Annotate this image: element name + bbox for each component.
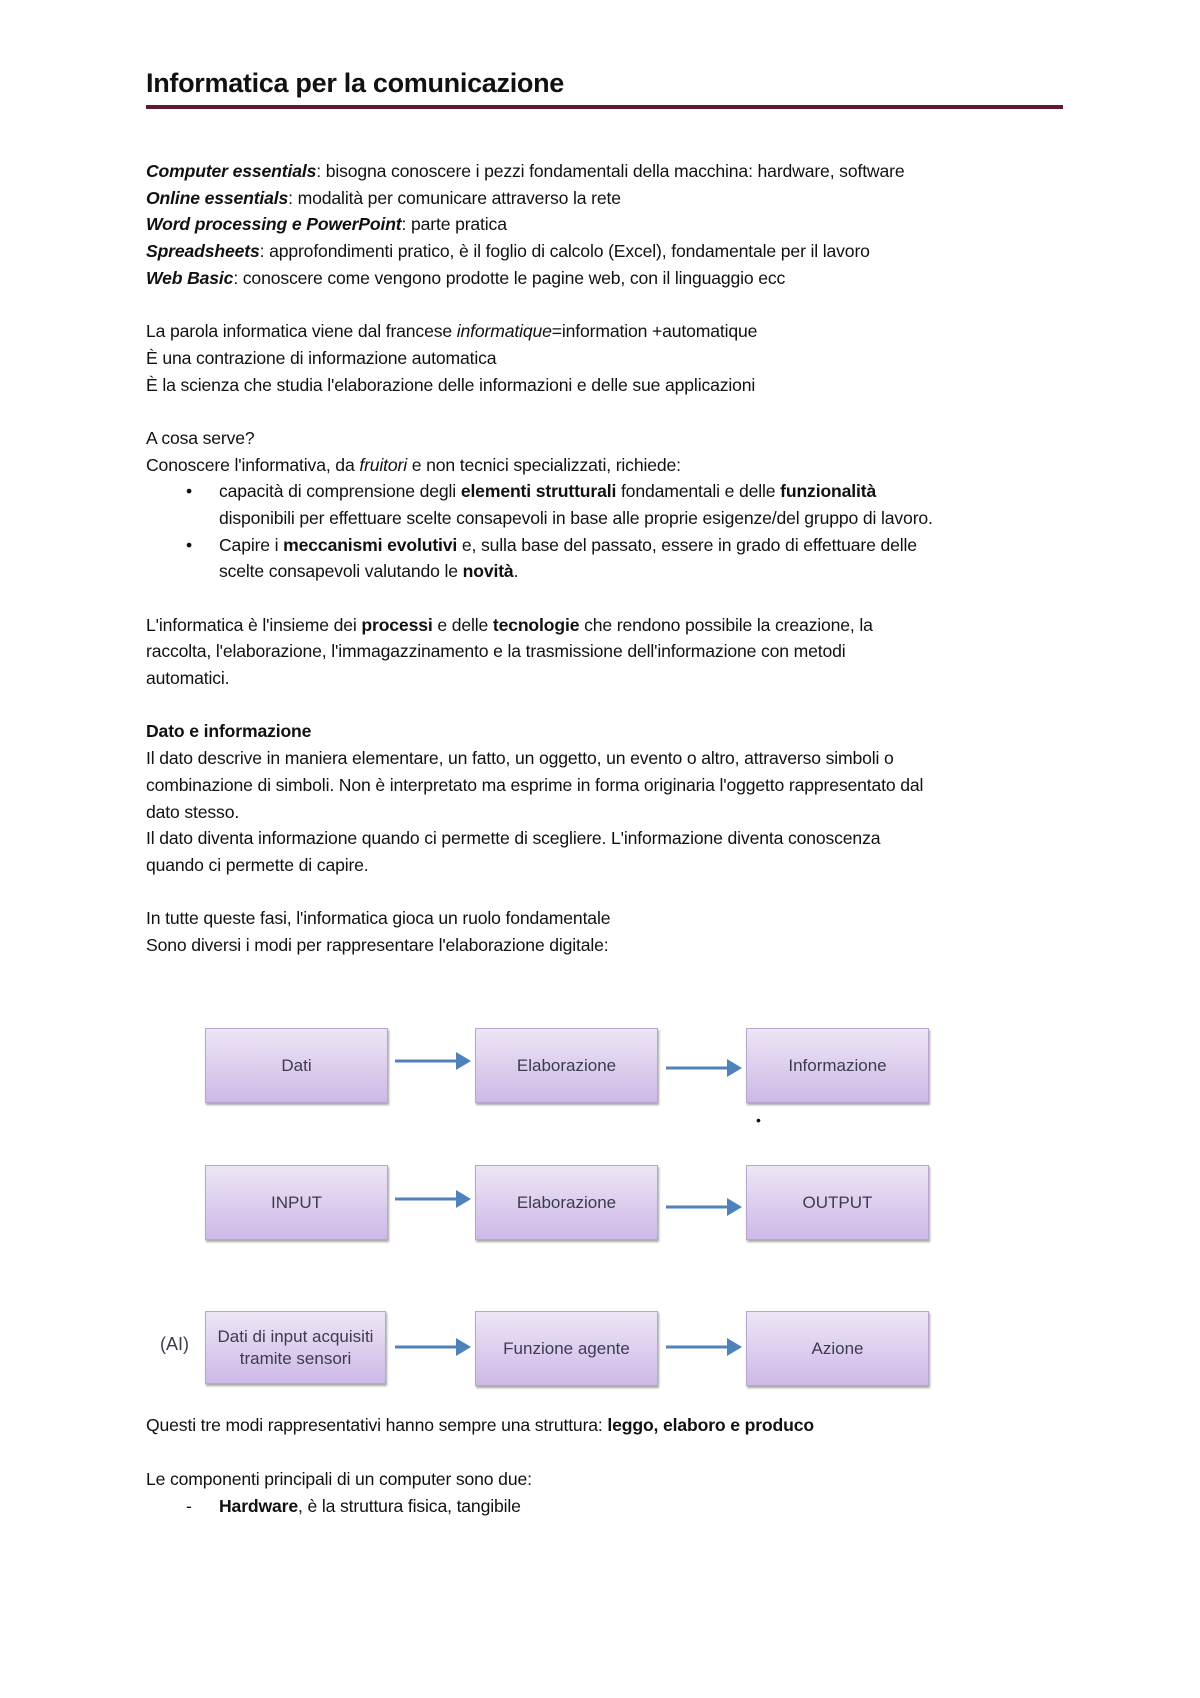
text-bold: novità: [462, 561, 514, 582]
diagram-box: INPUT: [205, 1165, 388, 1240]
summary-line: [146, 1415, 814, 1436]
dash-icon: -: [186, 1496, 192, 1516]
text-bold: funzionalità: [780, 481, 877, 502]
text: fondamentali e delle: [616, 481, 781, 502]
diagram-box: Funzione agente: [475, 1311, 658, 1386]
text: capacità di comprensione degli: [219, 481, 461, 502]
etymology-line: È la scienza che studia l'elaborazione delle informazioni e delle sue applicazioni: [146, 374, 756, 395]
etymology-line: [146, 318, 1076, 345]
text: scelte consapevoli valutando le: [219, 561, 463, 582]
text-italic: fruitori: [359, 454, 408, 475]
text: , è la struttura fisica, tangibile: [298, 1496, 521, 1516]
bullet-icon: •: [186, 534, 193, 555]
text: Conoscere l'informativa, da: [146, 454, 360, 475]
intro-desc: : approfondimenti pratico, è il foglio di calcolo (Excel), fondamentale per il lavoro: [259, 241, 870, 262]
diagram-box: Informazione: [746, 1028, 929, 1103]
dato-line: Il dato diventa informazione quando ci permette di scegliere. L'informazione diventa conoscenza: [146, 828, 881, 849]
intro-desc: : conoscere come vengono prodotte le pagine web, con il linguaggio ecc: [233, 267, 786, 288]
purpose-question: A cosa serve?: [146, 427, 255, 448]
text-bold: Hardware: [219, 1496, 298, 1516]
diagram-box: Dati: [205, 1028, 388, 1103]
definition-line: raccolta, l'elaborazione, l'immagazzinamento e la trasmissione dell'informazione con metodi: [146, 641, 846, 662]
text-bold: elementi strutturali: [460, 481, 617, 502]
text-bold: leggo, elaboro e produco: [607, 1415, 814, 1435]
text-italic: informatique: [456, 321, 552, 342]
dato-line: Il dato descrive in maniera elementare, un fatto, un oggetto, un evento o altro, attraverso simboli o: [146, 748, 894, 769]
components-item: [146, 1496, 521, 1517]
intro-term: Online essentials: [146, 187, 289, 208]
intro-term: Spreadsheets: [146, 241, 260, 262]
title-underline: [146, 105, 1063, 109]
bullet-icon: •: [186, 481, 193, 502]
ai-label: (AI): [160, 1334, 189, 1354]
text: La parola informatica viene dal francese: [146, 321, 457, 342]
text: Capire i: [219, 534, 284, 555]
definition-line: [146, 612, 1076, 639]
page-title: Informatica per la comunicazione: [146, 68, 565, 98]
intro-term: Web Basic: [146, 267, 234, 288]
intro-item: [146, 265, 1076, 292]
text: e delle: [432, 614, 493, 635]
etymology-line: È una contrazione di informazione automatica: [146, 347, 497, 368]
intro-item: [146, 238, 1076, 265]
intro-desc: : modalità per comunicare attraverso la rete: [288, 187, 621, 208]
text-bold: meccanismi evolutivi: [283, 534, 458, 555]
dato-line: quando ci permette di capire.: [146, 854, 369, 875]
section-heading: Dato e informazione: [146, 721, 312, 742]
text: e, sulla base del passato, essere in grado di effettuare delle: [457, 534, 917, 555]
stray-dot: •: [756, 1112, 761, 1128]
intro-desc: : bisogna conoscere i pezzi fondamentali della macchina: hardware, software: [316, 161, 905, 181]
text: che rendono possibile la creazione, la: [579, 614, 873, 635]
diagram-box: Dati di input acquisiti tramite sensori: [205, 1311, 386, 1384]
diagram-box: Azione: [746, 1311, 929, 1386]
text-bold: tecnologie: [492, 614, 580, 635]
dato-line: dato stesso.: [146, 801, 240, 822]
text: Questi tre modi rappresentativi hanno sempre una struttura:: [146, 1415, 608, 1435]
bullet-item: [146, 532, 1076, 585]
phases-line: In tutte queste fasi, l'informatica gioca un ruolo fondamentale: [146, 908, 611, 929]
text: .: [513, 561, 519, 582]
diagram-box: OUTPUT: [746, 1165, 929, 1240]
intro-item: [146, 158, 1076, 185]
text: =information +automatique: [551, 321, 758, 342]
intro-term: Computer essentials: [146, 161, 317, 181]
definition-line: automatici.: [146, 668, 230, 689]
purpose-lead: [146, 452, 1076, 479]
diagram-box: Elaborazione: [475, 1165, 658, 1240]
document-body: [146, 158, 1076, 959]
text: disponibili per effettuare scelte consapevoli in base alle proprie esigenze/del gruppo di lavoro.: [219, 507, 933, 528]
diagram-box: Elaborazione: [475, 1028, 658, 1103]
text-bold: processi: [361, 614, 433, 635]
bullet-item: [146, 478, 1076, 531]
text: L'informatica è l'insieme dei: [146, 614, 362, 635]
text: e non tecnici specializzati, richiede:: [407, 454, 681, 475]
intro-item: [146, 185, 1076, 212]
intro-item: [146, 211, 1076, 238]
intro-desc: : parte pratica: [401, 214, 507, 235]
intro-term: Word processing e PowerPoint: [146, 214, 402, 235]
dato-line: combinazione di simboli. Non è interpretato ma esprime in forma originaria l'oggetto rappresentato dal: [146, 774, 924, 795]
phases-line: Sono diversi i modi per rappresentare l'elaborazione digitale:: [146, 934, 609, 955]
components-lead: Le componenti principali di un computer sono due:: [146, 1469, 532, 1489]
